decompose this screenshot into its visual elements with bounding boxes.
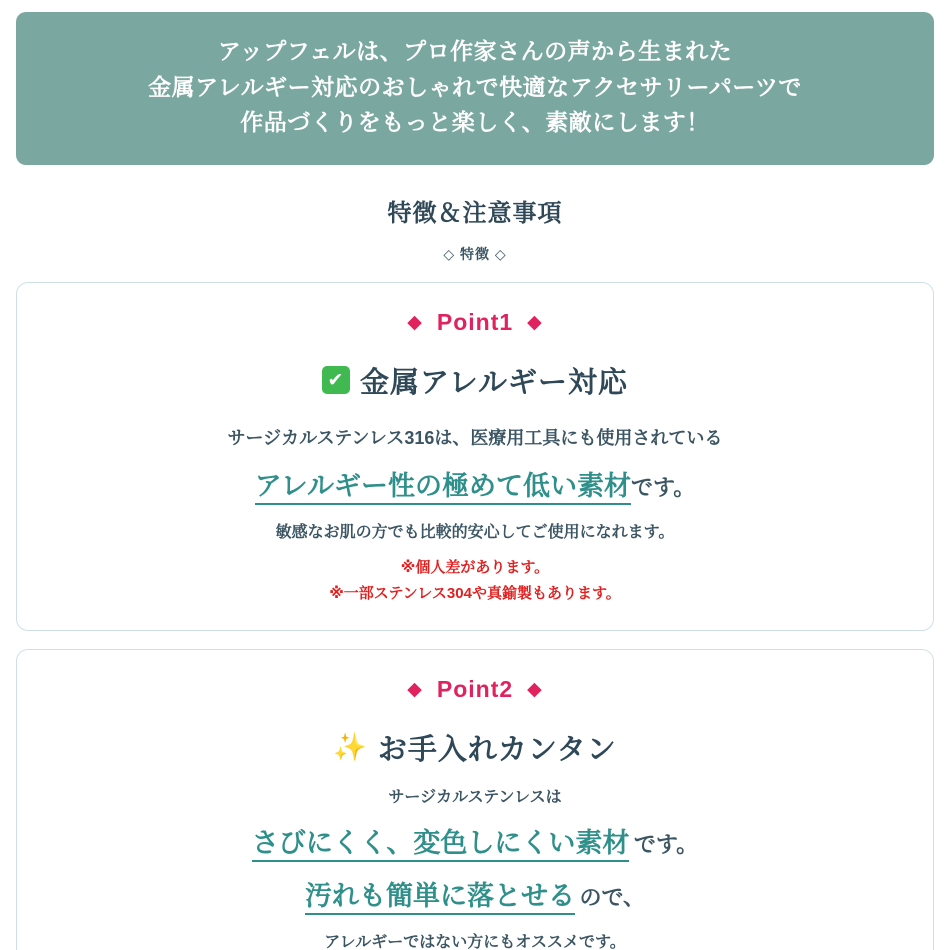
point2-highlight-1: さびにくく、変色しにくい素材 (252, 828, 629, 862)
point1-note-1: ※個人差があります。 (400, 558, 550, 576)
section-subtitle: ◇ 特徴 ◇ (443, 245, 507, 262)
diamond-icon: ◆ (407, 678, 423, 700)
point2-highlight-row-1 (37, 821, 913, 860)
check-mark-icon: ✔ (322, 366, 350, 394)
point2-highlight-row-2 (37, 874, 913, 913)
point1-body-after: 敏感なお肌の方でも比較的安心してご使用になれます。 (275, 523, 675, 541)
point2-highlight-2: 汚れも簡単に落とせる (305, 881, 575, 915)
point1-label: Point1 (436, 308, 514, 335)
point1-highlight-after: です。 (631, 474, 696, 500)
point2-label: Point2 (436, 675, 514, 702)
point2-heading: お手入れカンタン (377, 733, 617, 766)
hero-banner (16, 12, 934, 165)
hero-line-1: アップフェルは、プロ作家さんの声から生まれた (217, 38, 733, 64)
point1-heading: 金属アレルギー対応 (359, 366, 629, 399)
point1-body-before: サージカルステンレス316は、医療用工具にも使用されている (227, 427, 723, 448)
point1-card (16, 282, 934, 631)
point2-label-row (37, 676, 913, 703)
diamond-icon: ◆ (527, 311, 543, 333)
sparkles-icon: ✨ (333, 731, 368, 762)
point1-highlight-row (37, 464, 913, 503)
point1-highlight: アレルギー性の極めて低い素材 (255, 471, 631, 505)
point2-highlight-1-after: です。 (633, 831, 699, 857)
point2-highlight-2-after: ので、 (579, 884, 645, 910)
hero-line-2: 金属アレルギー対応のおしゃれで快適なアクセサリーパーツで (148, 73, 802, 100)
point1-note-2: ※一部ステンレス304や真鍮製もあります。 (329, 584, 621, 602)
point1-label-row (37, 309, 913, 336)
diamond-icon: ◆ (527, 678, 543, 700)
point2-body-before: サージカルステンレスは (388, 788, 562, 806)
point2-card (16, 649, 934, 950)
point2-body-after: アレルギーではない方にもオススメです。 (324, 933, 626, 950)
section-title: 特徴＆注意事項 (387, 199, 563, 227)
point1-heading-row (37, 360, 913, 401)
hero-line-3: 作品づくりをもっと楽しく、素敵にします！ (240, 109, 710, 136)
point2-heading-row (37, 727, 913, 768)
diamond-icon: ◆ (407, 311, 423, 333)
